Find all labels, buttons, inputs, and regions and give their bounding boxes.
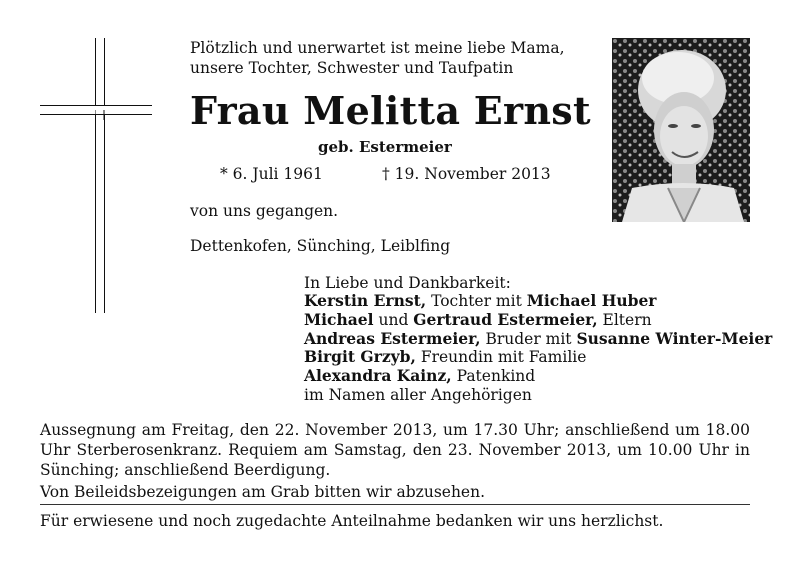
mourner-relation: Freundin mit Familie [415, 348, 587, 367]
death-date: † 19. November 2013 [382, 165, 551, 183]
intro-line-2: unsere Tochter, Schwester und Taufpatin [190, 59, 514, 77]
cross-vertical-bar [95, 38, 105, 313]
mourner-name: Kerstin Ernst, [304, 291, 427, 310]
mourner-line [304, 347, 586, 367]
mourner-line [304, 310, 652, 330]
mourner-relation: Tochter mit [426, 292, 527, 310]
mourner-line [304, 366, 535, 386]
mourner-name: Susanne Winter-Meier [576, 328, 773, 348]
mourner-name: Michael [304, 309, 374, 329]
mourner-line [304, 291, 656, 311]
portrait-photo [612, 38, 750, 222]
divider [40, 504, 750, 505]
mourner-name: Alexandra Kainz, [304, 366, 452, 386]
maiden-name: geb. Estermeier [318, 138, 452, 156]
condolence-note: Von Beileidsbezeigungen am Grab bitten wir abzusehen. [40, 483, 486, 501]
mourners-intro: In Liebe und Dankbarkeit: [304, 274, 511, 292]
mourner-relation: Eltern [597, 310, 652, 329]
thanks-text: Für erwiesene und noch zugedachte Anteilnahme bedanken wir uns herzlichst. [40, 512, 664, 530]
mourner-name: Andreas Estermeier, [304, 328, 481, 348]
birth-date: * 6. Juli 1961 [220, 165, 323, 183]
cross-junction [95, 105, 105, 115]
mourner-name: Gertraud Estermeier, [413, 309, 598, 329]
gone-text: von uns gegangen. [190, 202, 339, 220]
mourner-name: Michael Huber [526, 291, 657, 310]
ceremony-text: Aussegnung am Freitag, den 22. November 2013, um 17.30 Uhr; anschließend um 18.00 Uhr Sterberosenkranz. Requiem am Samstag, den 23. November 2013, um 10.00 Uhr in Sünching; anschließend Beerdigung. [40, 421, 750, 479]
mourner-relation: und [373, 310, 414, 329]
deceased-name: Frau Melitta Ernst [190, 88, 591, 133]
mourner-line [304, 329, 772, 349]
intro-line-1: Plötzlich und unerwartet ist meine liebe Mama, [190, 39, 565, 57]
mourner-name: Birgit Grzyb, [304, 347, 416, 367]
mourner-relation: Patenkind [451, 367, 536, 386]
places-text: Dettenkofen, Sünching, Leiblfing [190, 237, 451, 255]
mourner-relation: Bruder mit [480, 329, 577, 348]
mourners-outro: im Namen aller Angehörigen [304, 386, 532, 404]
